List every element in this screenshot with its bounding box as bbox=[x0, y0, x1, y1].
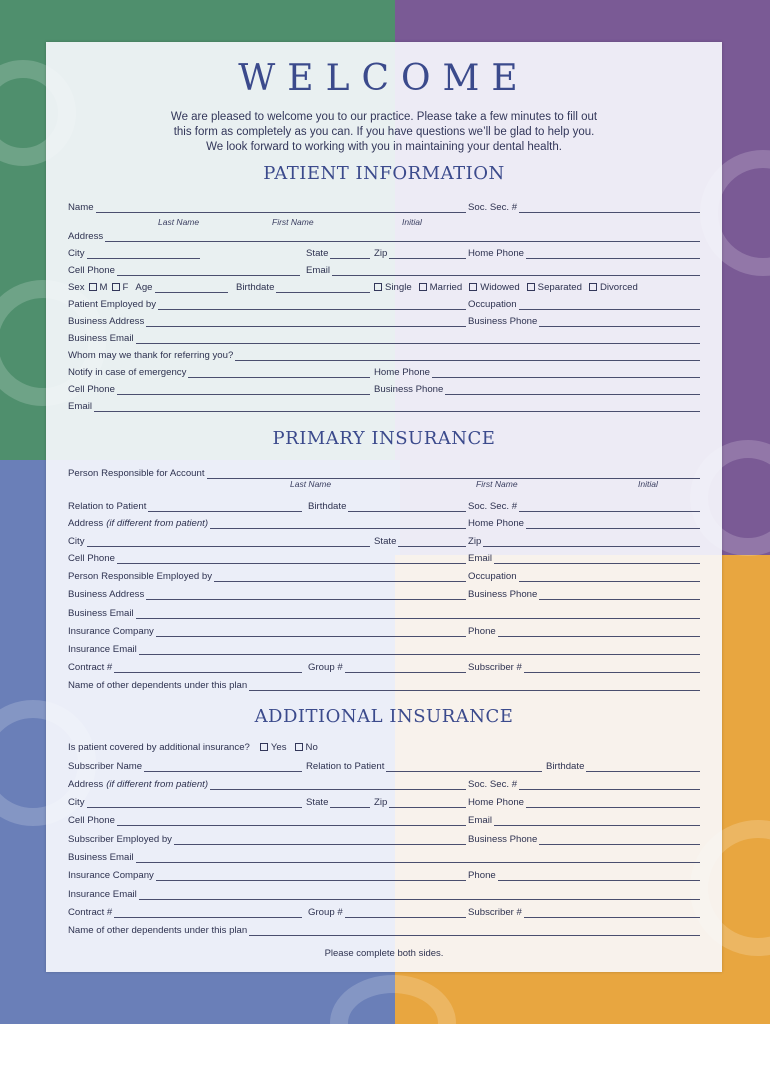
home-phone-field[interactable]: Home Phone bbox=[468, 518, 700, 529]
address-field[interactable]: Address bbox=[68, 231, 700, 242]
insurance-company-field[interactable]: Insurance Company bbox=[68, 626, 466, 637]
birthdate-field[interactable]: Birthdate bbox=[236, 282, 370, 293]
row-cell bbox=[68, 265, 700, 279]
row-employed bbox=[68, 571, 700, 585]
insurance-email-field[interactable]: Insurance Email bbox=[68, 889, 700, 900]
divorced-checkbox[interactable]: Divorced bbox=[589, 282, 638, 293]
row-address bbox=[68, 779, 700, 793]
address-field[interactable]: Address (if different from patient) bbox=[68, 779, 466, 790]
email-field[interactable]: Email bbox=[468, 815, 700, 826]
phone-field[interactable]: Phone bbox=[468, 870, 700, 881]
married-checkbox[interactable]: Married bbox=[419, 282, 463, 293]
emergency-email-field[interactable]: Email bbox=[68, 401, 700, 412]
sex-f-checkbox[interactable]: F bbox=[112, 282, 129, 293]
row-emergency-cell bbox=[68, 384, 700, 398]
row-referral bbox=[68, 350, 700, 364]
business-phone-field[interactable]: Business Phone bbox=[468, 589, 700, 600]
responsible-field[interactable]: Person Responsible for Account bbox=[68, 468, 700, 479]
row-sex bbox=[68, 282, 700, 296]
occupation-field[interactable]: Occupation bbox=[468, 571, 700, 582]
insurance-company-field[interactable]: Insurance Company bbox=[68, 870, 466, 881]
separated-checkbox[interactable]: Separated bbox=[527, 282, 582, 293]
row-business-address bbox=[68, 316, 700, 330]
age-field[interactable] bbox=[155, 283, 229, 293]
row-relation bbox=[68, 501, 700, 515]
contract-field[interactable]: Contract # bbox=[68, 907, 302, 918]
cell-phone-field[interactable]: Cell Phone bbox=[68, 553, 466, 564]
state-field[interactable]: State bbox=[306, 797, 370, 808]
page-title: WELCOME bbox=[238, 58, 530, 99]
contract-field[interactable]: Contract # bbox=[68, 662, 302, 673]
group-field[interactable]: Group # bbox=[308, 662, 466, 673]
cell-phone-field[interactable]: Cell Phone bbox=[68, 265, 300, 276]
row-business-email bbox=[68, 852, 700, 866]
row-dependents bbox=[68, 925, 700, 939]
zip-field[interactable]: Zip bbox=[374, 248, 466, 259]
home-phone-field[interactable]: Home Phone bbox=[468, 248, 700, 259]
city-field[interactable]: City bbox=[68, 797, 302, 808]
row-insurance-email bbox=[68, 644, 700, 658]
email-field[interactable]: Email bbox=[306, 265, 700, 276]
row-contract bbox=[68, 662, 700, 676]
footer-note: Please complete both sides. bbox=[324, 948, 444, 959]
emergency-home-phone-field[interactable]: Home Phone bbox=[374, 367, 700, 378]
yes-checkbox[interactable]: Yes bbox=[260, 742, 287, 753]
form-card bbox=[46, 42, 722, 972]
row-insurance-company bbox=[68, 626, 700, 640]
widowed-checkbox[interactable]: Widowed bbox=[469, 282, 519, 293]
zip-field[interactable]: Zip bbox=[374, 797, 466, 808]
row-city bbox=[68, 248, 700, 262]
city-field[interactable]: City bbox=[68, 536, 370, 547]
birthdate-field[interactable]: Birthdate bbox=[546, 761, 700, 772]
subscriber-field[interactable]: Subscriber # bbox=[468, 907, 700, 918]
row-employed bbox=[68, 834, 700, 848]
row-business-email bbox=[68, 608, 700, 622]
row-employed bbox=[68, 299, 700, 313]
occupation-field[interactable]: Occupation bbox=[468, 299, 700, 310]
city-field[interactable]: City bbox=[68, 248, 200, 259]
row-contract bbox=[68, 907, 700, 921]
emergency-contact-field[interactable]: Notify in case of emergency bbox=[68, 367, 370, 378]
home-phone-field[interactable]: Home Phone bbox=[468, 797, 700, 808]
row-insurance-email bbox=[68, 889, 700, 903]
cell-phone-field[interactable]: Cell Phone bbox=[68, 815, 466, 826]
relation-field[interactable]: Relation to Patient bbox=[306, 761, 542, 772]
no-checkbox[interactable]: No bbox=[295, 742, 318, 753]
row-cell bbox=[68, 815, 700, 829]
row-emergency bbox=[68, 367, 700, 381]
last-name-hint: Last Name bbox=[290, 479, 332, 489]
birthdate-field[interactable]: Birthdate bbox=[308, 501, 466, 512]
insurance-email-field[interactable]: Insurance Email bbox=[68, 644, 700, 655]
row-responsible bbox=[68, 468, 700, 482]
row-name bbox=[68, 202, 700, 216]
subscriber-field[interactable]: Subscriber # bbox=[468, 662, 700, 673]
marital-status bbox=[374, 282, 700, 293]
first-name-hint: First Name bbox=[272, 217, 314, 227]
business-email-field[interactable]: Business Email bbox=[68, 852, 700, 863]
row-address bbox=[68, 518, 700, 532]
business-address-field[interactable]: Business Address bbox=[68, 589, 466, 600]
initial-hint: Initial bbox=[638, 479, 658, 489]
patient-heading: PATIENT INFORMATION bbox=[263, 163, 505, 184]
zip-field[interactable]: Zip bbox=[468, 536, 700, 547]
soc-sec-field[interactable]: Soc. Sec. # bbox=[468, 779, 700, 790]
relation-field[interactable]: Relation to Patient bbox=[68, 501, 302, 512]
intro-text: We are pleased to welcome you to our practice. Please take a few minutes to fill out this form as completely as you can. If you have questions we’ll be glad to help you. We look forward to working with you in maintaining your dental health. bbox=[170, 111, 598, 153]
state-field[interactable]: State bbox=[374, 536, 466, 547]
swirl-decoration bbox=[330, 975, 456, 1071]
row-city bbox=[68, 797, 700, 811]
state-field[interactable]: State bbox=[306, 248, 370, 259]
initial-hint: Initial bbox=[402, 217, 422, 227]
row-city bbox=[68, 536, 700, 550]
row-business-address bbox=[68, 589, 700, 603]
covered-question: Is patient covered by additional insurance? Yes No bbox=[68, 742, 318, 753]
email-field[interactable]: Email bbox=[468, 553, 700, 564]
business-address-field[interactable]: Business Address bbox=[68, 316, 466, 327]
sex-m-checkbox[interactable]: M bbox=[89, 282, 108, 293]
row-emergency-email bbox=[68, 401, 700, 415]
last-name-hint: Last Name bbox=[158, 217, 200, 227]
employed-by-field[interactable]: Subscriber Employed by bbox=[68, 834, 466, 845]
first-name-hint: First Name bbox=[476, 479, 518, 489]
group-field[interactable]: Group # bbox=[308, 907, 466, 918]
phone-field[interactable]: Phone bbox=[468, 626, 700, 637]
subscriber-name-field[interactable]: Subscriber Name bbox=[68, 761, 302, 772]
dependents-field[interactable]: Name of other dependents under this plan bbox=[68, 925, 700, 936]
row-address bbox=[68, 231, 700, 245]
additional-heading: ADDITIONAL INSURANCE bbox=[254, 706, 514, 727]
employed-by-field[interactable]: Patient Employed by bbox=[68, 299, 466, 310]
business-phone-field[interactable]: Business Phone bbox=[468, 834, 700, 845]
row-business-email bbox=[68, 333, 700, 347]
emergency-business-phone-field[interactable]: Business Phone bbox=[374, 384, 700, 395]
soc-sec-field[interactable]: Soc. Sec. # bbox=[468, 202, 700, 213]
single-checkbox[interactable]: Single bbox=[374, 282, 412, 293]
dependents-field[interactable]: Name of other dependents under this plan bbox=[68, 680, 700, 691]
row-dependents bbox=[68, 680, 700, 694]
row-subscriber-name bbox=[68, 761, 700, 775]
row-insurance-company bbox=[68, 870, 700, 884]
business-email-field[interactable]: Business Email bbox=[68, 333, 700, 344]
sex-field: Sex M F Age bbox=[68, 282, 228, 293]
name-field[interactable]: Name bbox=[68, 202, 466, 213]
soc-sec-field[interactable]: Soc. Sec. # bbox=[468, 501, 700, 512]
business-email-field[interactable]: Business Email bbox=[68, 608, 700, 619]
address-field[interactable]: Address (if different from patient) bbox=[68, 518, 466, 529]
row-covered bbox=[68, 742, 700, 756]
employed-by-field[interactable]: Person Responsible Employed by bbox=[68, 571, 466, 582]
emergency-cell-field[interactable]: Cell Phone bbox=[68, 384, 370, 395]
business-phone-field[interactable]: Business Phone bbox=[468, 316, 700, 327]
referral-field[interactable]: Whom may we thank for referring you? bbox=[68, 350, 700, 361]
primary-heading: PRIMARY INSURANCE bbox=[272, 428, 496, 449]
row-cell bbox=[68, 553, 700, 567]
age-label: Age bbox=[135, 282, 153, 293]
